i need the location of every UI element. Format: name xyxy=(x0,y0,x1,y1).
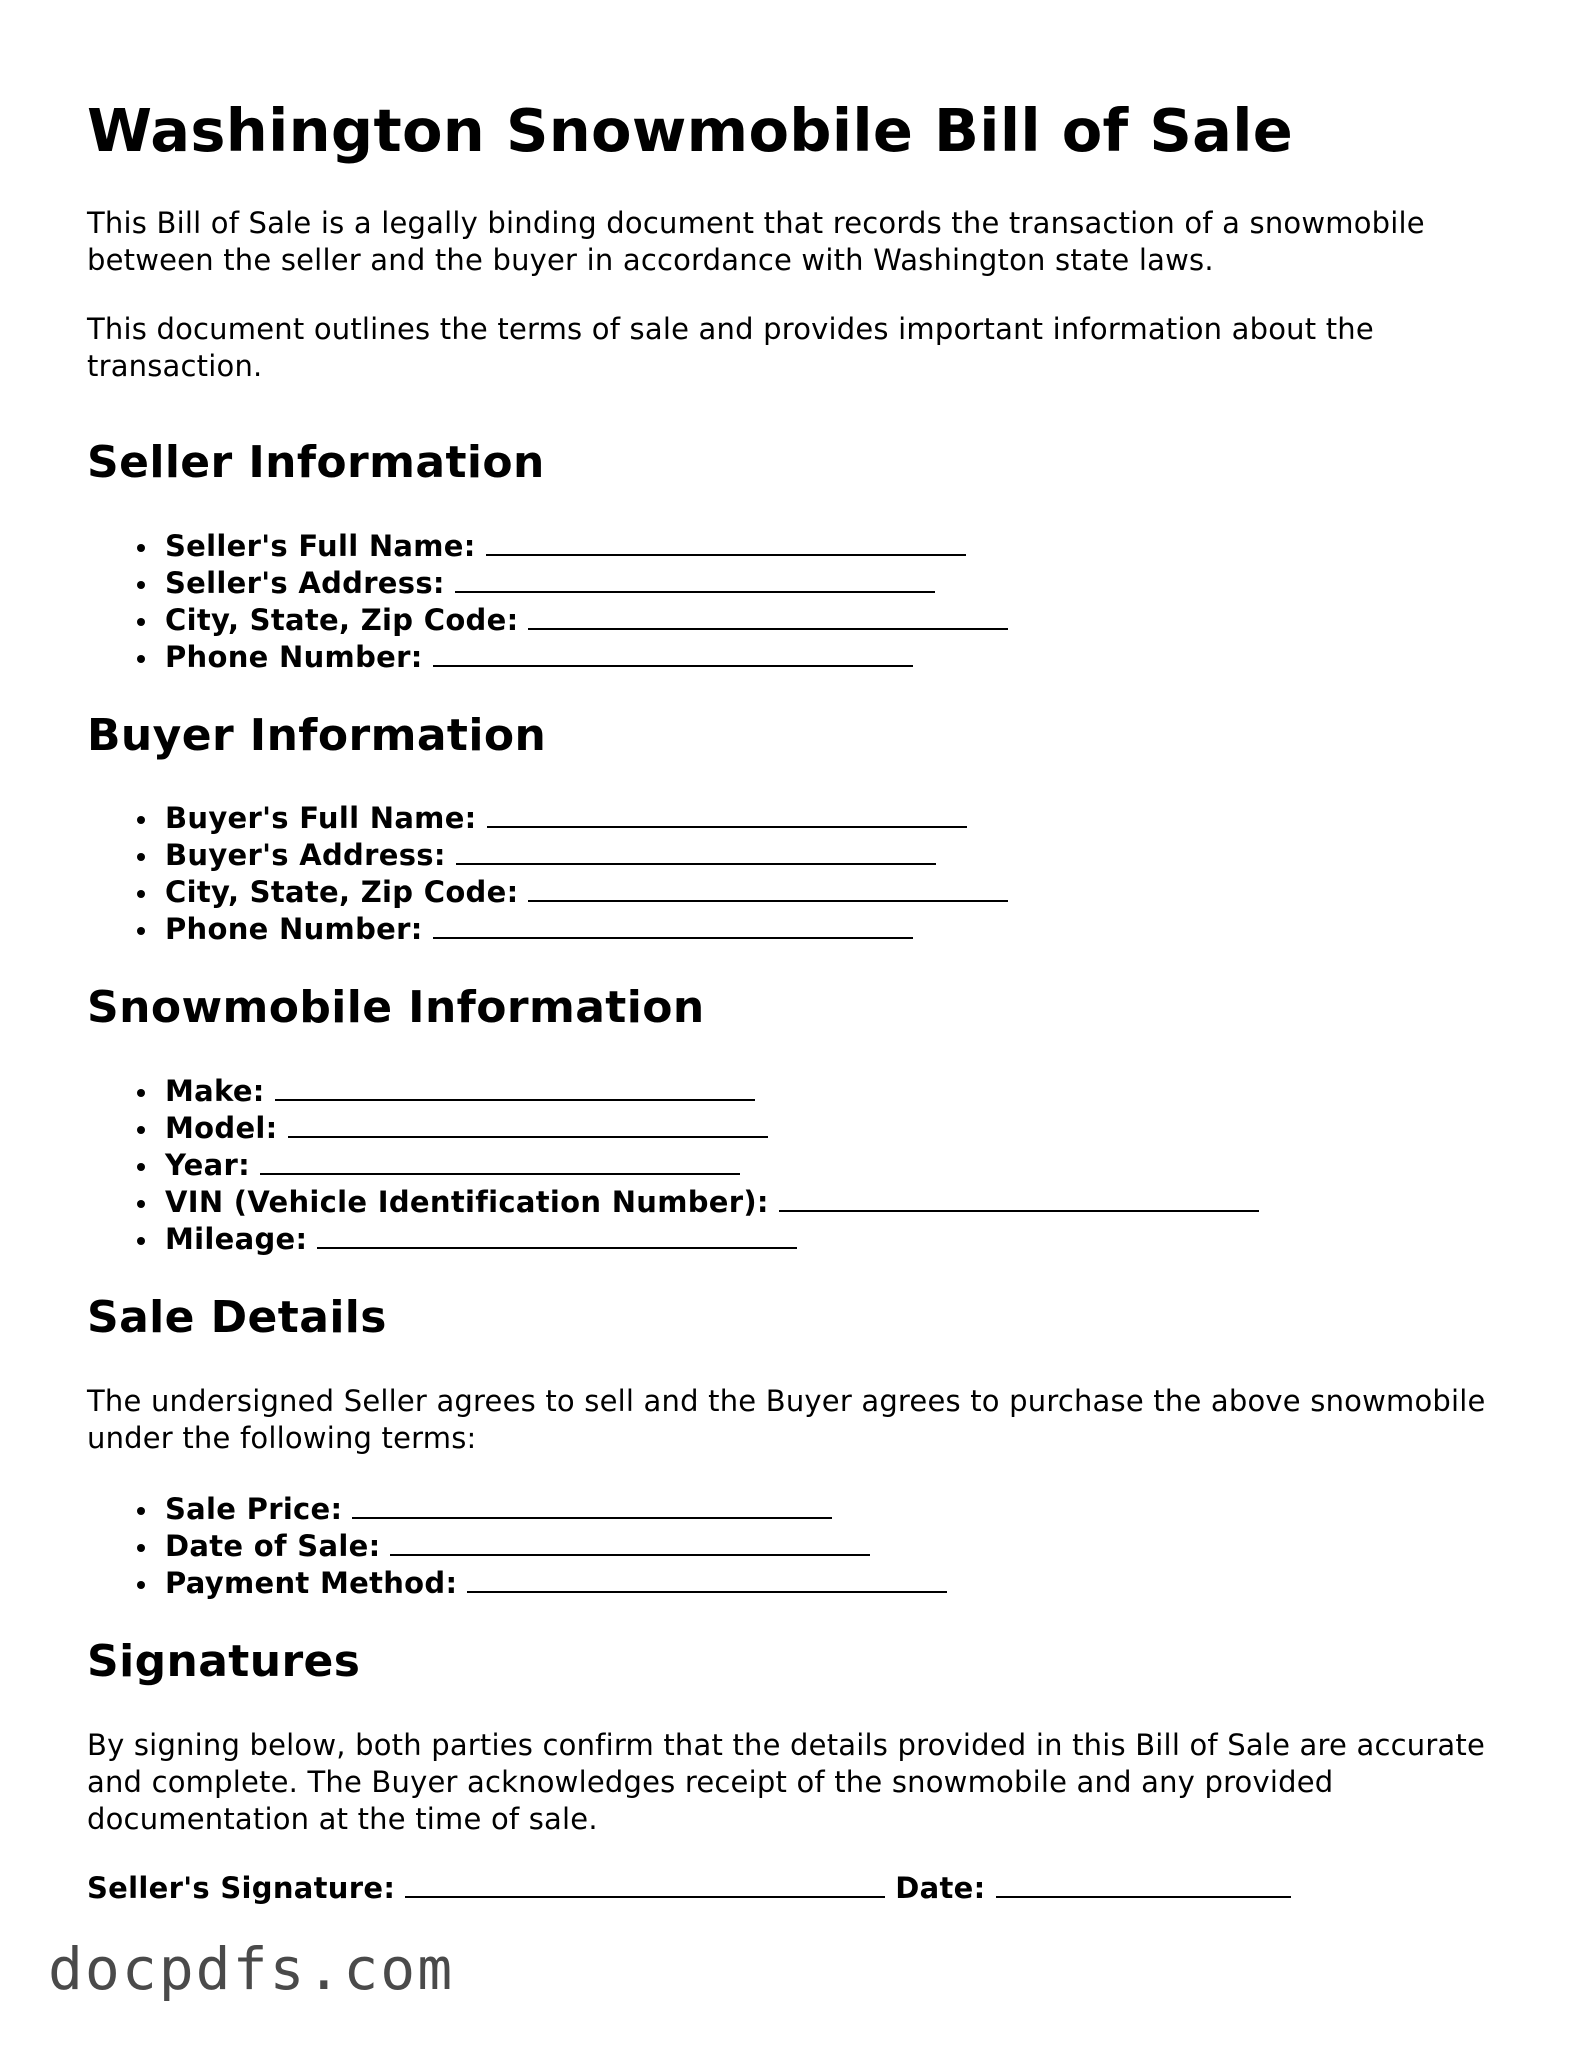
seller-full-name-blank[interactable] xyxy=(486,530,966,556)
document-title: Washington Snowmobile Bill of Sale xyxy=(87,96,1294,165)
year-field xyxy=(165,1147,1507,1184)
sale-fields-list xyxy=(87,1491,1507,1602)
intro-paragraph-2: This document outlines the terms of sale and provides important information about the transaction. xyxy=(87,311,1374,383)
signatures-paragraph: By signing below, both parties confirm that the details provided in this Bill of Sale are accurate and complete. The Buyer acknowledges receipt of the snowmobile and any provided documentation at the time of sale. xyxy=(87,1727,1486,1836)
snowmobile-fields-list xyxy=(87,1073,1507,1258)
field-label: VIN (Vehicle Identification Number): xyxy=(165,1185,769,1220)
field-label: Phone Number: xyxy=(165,639,423,674)
seller-heading: Seller Information xyxy=(87,436,545,488)
buyer-full-name-blank[interactable] xyxy=(487,802,967,828)
sale-price-field xyxy=(165,1491,1507,1528)
field-label: Model: xyxy=(165,1111,278,1146)
field-label: Sale Price: xyxy=(165,1491,343,1526)
buyer-address-field xyxy=(165,837,1507,874)
signatures-heading: Signatures xyxy=(87,1635,361,1687)
year-blank[interactable] xyxy=(260,1149,740,1175)
watermark: docpdfs.com xyxy=(48,1935,455,2003)
intro-paragraph-1: This Bill of Sale is a legally binding document that records the transaction of a snowmobile between the seller and the buyer in accordance with Washington state laws. xyxy=(87,205,1425,277)
make-blank[interactable] xyxy=(275,1075,755,1101)
date-of-sale-field xyxy=(165,1528,1507,1565)
mileage-blank[interactable] xyxy=(317,1223,797,1249)
buyer-fields-list xyxy=(87,800,1507,948)
buyer-city-state-zip-field xyxy=(165,874,1507,911)
buyer-address-blank[interactable] xyxy=(456,839,936,865)
vin-blank[interactable] xyxy=(779,1186,1259,1212)
seller-signature-blank[interactable] xyxy=(405,1872,885,1898)
buyer-phone-blank[interactable] xyxy=(433,913,913,939)
seller-signature-row xyxy=(87,1870,1507,1907)
date-of-sale-blank[interactable] xyxy=(390,1530,870,1556)
model-blank[interactable] xyxy=(288,1112,768,1138)
field-label: Make: xyxy=(165,1074,265,1109)
payment-method-field xyxy=(165,1565,1507,1602)
field-label: Buyer's Address: xyxy=(165,838,446,873)
seller-fields-list xyxy=(87,528,1507,676)
seller-phone-blank[interactable] xyxy=(433,641,913,667)
seller-full-name-field xyxy=(165,528,1507,565)
field-label: City, State, Zip Code: xyxy=(165,875,519,910)
buyer-phone-field xyxy=(165,911,1507,948)
vin-field xyxy=(165,1184,1507,1221)
field-label: Buyer's Full Name: xyxy=(165,801,477,836)
signature-date-blank[interactable] xyxy=(996,1872,1291,1898)
snowmobile-heading: Snowmobile Information xyxy=(87,982,705,1034)
field-label: Date of Sale: xyxy=(165,1528,381,1563)
seller-signature-label: Seller's Signature: xyxy=(87,1870,396,1905)
field-label: Payment Method: xyxy=(165,1565,458,1600)
signature-date-label: Date: xyxy=(895,1870,986,1905)
document-page xyxy=(87,96,1507,1907)
field-label: City, State, Zip Code: xyxy=(165,602,519,637)
field-label: Year: xyxy=(165,1148,250,1183)
sale-price-blank[interactable] xyxy=(352,1493,832,1519)
seller-address-field xyxy=(165,565,1507,602)
buyer-heading: Buyer Information xyxy=(87,709,547,761)
sale-intro-paragraph: The undersigned Seller agrees to sell and the Buyer agrees to purchase the above snowmobile under the following terms: xyxy=(87,1383,1486,1455)
sale-details-heading: Sale Details xyxy=(87,1292,387,1344)
payment-method-blank[interactable] xyxy=(467,1567,947,1593)
field-label: Mileage: xyxy=(165,1222,308,1257)
seller-address-blank[interactable] xyxy=(455,567,935,593)
seller-city-state-zip-field xyxy=(165,602,1507,639)
make-field xyxy=(165,1073,1507,1110)
field-label: Seller's Address: xyxy=(165,565,445,600)
model-field xyxy=(165,1110,1507,1147)
field-label: Phone Number: xyxy=(165,912,423,947)
field-label: Seller's Full Name: xyxy=(165,528,476,563)
seller-city-state-zip-blank[interactable] xyxy=(528,604,1008,630)
buyer-city-state-zip-blank[interactable] xyxy=(528,876,1008,902)
mileage-field xyxy=(165,1221,1507,1258)
seller-phone-field xyxy=(165,639,1507,676)
buyer-full-name-field xyxy=(165,800,1507,837)
